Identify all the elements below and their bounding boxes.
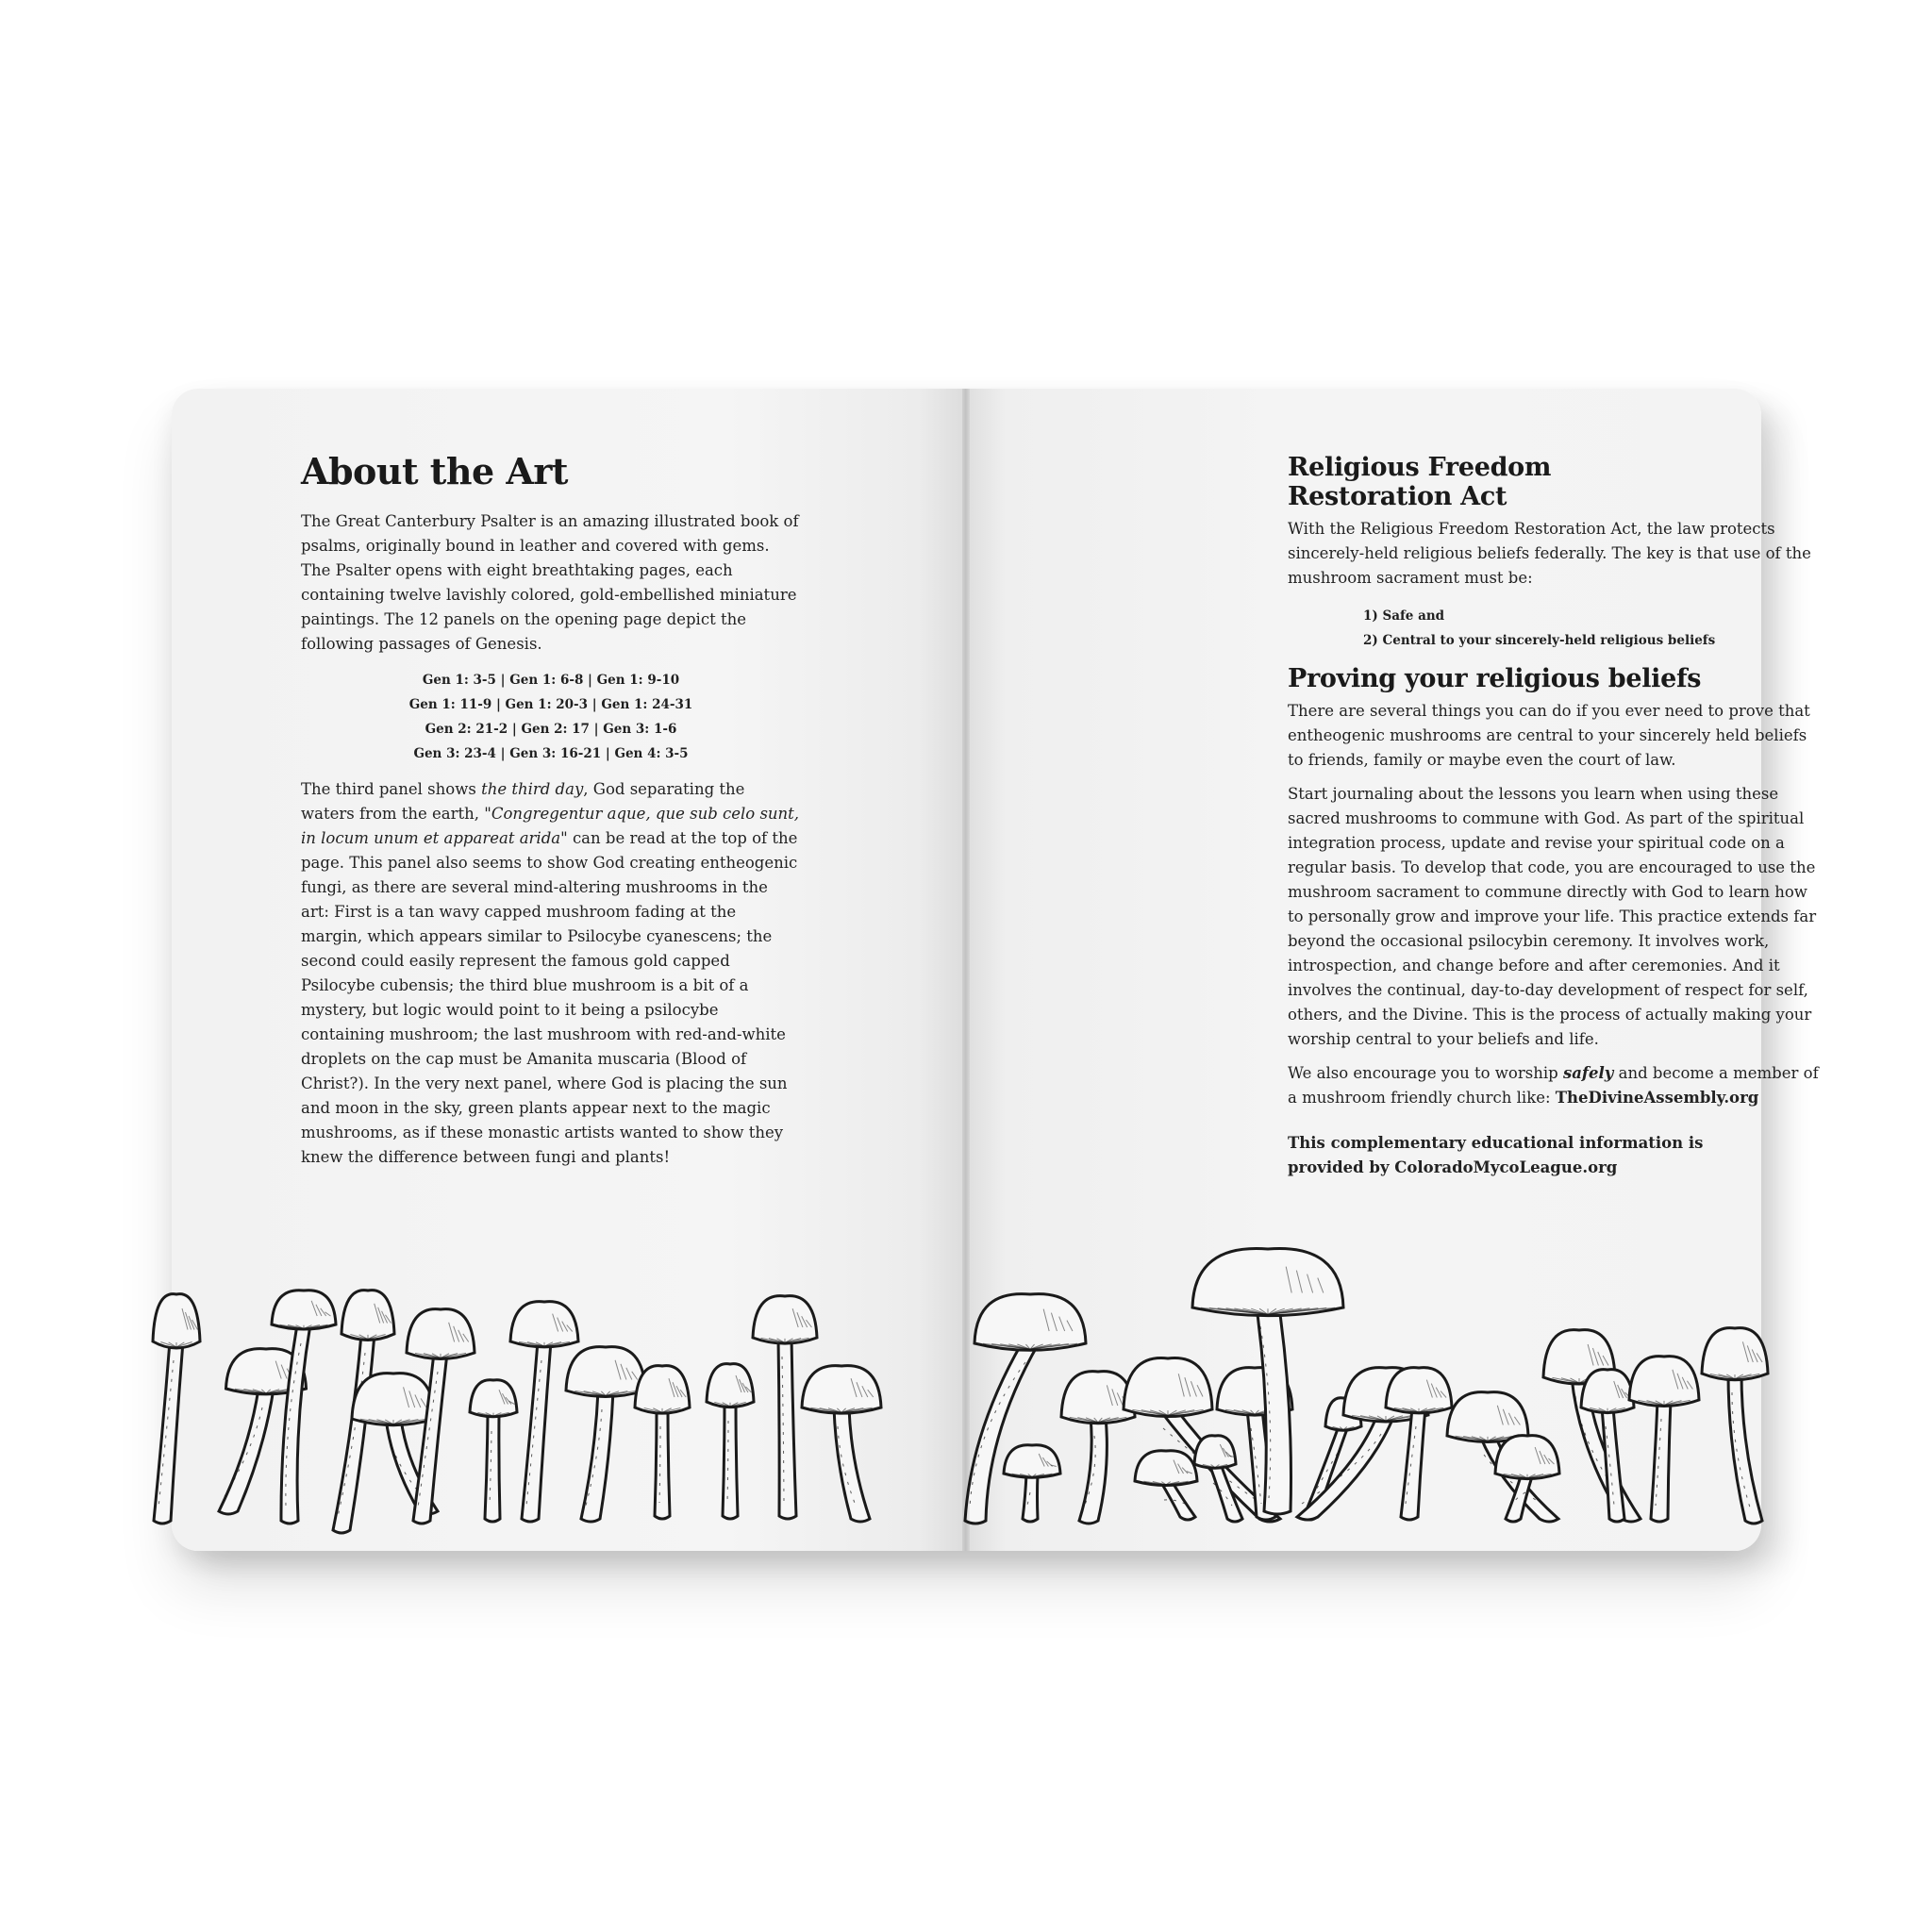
mushroom-drawing bbox=[1135, 1451, 1197, 1520]
requirement-item: 1) Safe and bbox=[1363, 608, 1445, 624]
body-text: , God separating the waters from the earth, " bbox=[301, 780, 745, 823]
open-booklet bbox=[172, 389, 1819, 1551]
page-title: About the Art bbox=[301, 450, 568, 492]
left-page bbox=[172, 389, 966, 1551]
mushroom-drawing bbox=[1543, 1330, 1641, 1522]
mushroom-drawing bbox=[802, 1366, 881, 1522]
rfra-paragraph: With the Religious Freedom Restoration Act, the law protects sincerely-held religious beliefs federally. The key is that use of the mushroom sacrament must be: bbox=[1288, 520, 1811, 587]
footer-line: provided by ColoradoMycoLeague.org bbox=[1288, 1158, 1618, 1176]
right-page bbox=[966, 389, 1819, 1551]
requirement-item: 2) Central to your sincerely-held religious beliefs bbox=[1363, 633, 1716, 648]
mushroom-drawing bbox=[1702, 1328, 1768, 1524]
church-link: TheDivineAssembly.org bbox=[1555, 1089, 1759, 1107]
mushroom-drawing bbox=[566, 1347, 645, 1522]
mushroom-drawing bbox=[1386, 1368, 1452, 1520]
mushroom-drawing bbox=[635, 1366, 690, 1519]
section-subtitle: Proving your religious beliefs bbox=[1288, 664, 1702, 693]
mushroom-drawing bbox=[470, 1380, 517, 1522]
mushroom-border-illustration bbox=[172, 389, 966, 1551]
reference-line: Gen 3: 23-4 | Gen 3: 16-21 | Gen 4: 3-5 bbox=[413, 746, 689, 761]
title-line: Restoration Act bbox=[1288, 482, 1507, 511]
emphasis-safely: safely bbox=[1562, 1064, 1614, 1082]
journaling-paragraph: Start journaling about the lessons you learn when using these sacred mushrooms to commune with God. As part of the spiritual integration process, update and revise your spiritual code on a regular basis. To develop that code, you are encouraged to use the mushroom sacrament to commune directly with God to learn how to personally grow and improve your life. This practice extends far beyond the occasional psilocybin ceremony. It involves work, introspection, and change before and after ceremonies. And it involves the continual, day-to-day development of respect for self, others, and the Divine. This is the process of actually making your worship central to your beliefs and life. bbox=[1288, 785, 1817, 1048]
mushroom-drawing bbox=[707, 1364, 754, 1519]
mushroom-drawing bbox=[272, 1291, 336, 1524]
body-text: We also encourage you to worship bbox=[1288, 1064, 1563, 1082]
body-text: The third panel shows bbox=[301, 780, 482, 798]
latin-quote: Congregentur aque, que sub celo sunt, in locum unum et appareat arida bbox=[301, 805, 800, 847]
body-text: " can be read at the top of the page. This panel also seems to show God creating entheogenic fungi, as there are several mind-altering mushrooms in the art: First is a tan wavy capped mushroom fading at the margin, which appears similar to Psilocybe cyanescens; the second could easily represent the famous gold capped Psilocybe cubensis; the third blue mushroom is a bit of a mystery, but logic would point to it being a psilocybe containing mushroom; the last mushroom with red-and-white droplets on the cap must be Amanita muscaria (Blood of Christ?). In the very next panel, where God is placing the sun and moon in the sky, green plants appear next to the magic mushrooms, as if these monastic artists wanted to show they knew the difference between fungi and plants! bbox=[301, 829, 798, 1166]
title-line: Religious Freedom bbox=[1288, 453, 1552, 482]
mushroom-border-illustration bbox=[966, 389, 1761, 1551]
mushroom-drawing bbox=[510, 1302, 578, 1522]
reference-line: Gen 2: 21-2 | Gen 2: 17 | Gen 3: 1-6 bbox=[425, 722, 677, 737]
footer-line: This complementary educational information is bbox=[1288, 1134, 1704, 1152]
mushroom-drawing bbox=[153, 1294, 200, 1524]
mushroom-drawing bbox=[1629, 1357, 1699, 1522]
reference-line: Gen 1: 11-9 | Gen 1: 20-3 | Gen 1: 24-31 bbox=[408, 697, 693, 712]
body-italic: the third day bbox=[481, 780, 584, 798]
mushroom-drawing bbox=[1004, 1445, 1060, 1522]
reference-line: Gen 1: 3-5 | Gen 1: 6-8 | Gen 1: 9-10 bbox=[422, 673, 680, 688]
proving-paragraph: There are several things you can do if you ever need to prove that entheogenic mushrooms are central to your sincerely held beliefs to friends, family or maybe even the court of law. bbox=[1288, 702, 1810, 769]
intro-paragraph: The Great Canterbury Psalter is an amazing illustrated book of psalms, originally bound in leather and covered with gems. The Psalter opens with eight breathtaking pages, each containing twelve lavishly colored, gold-embellished miniature paintings. The 12 panels on the opening page depict the following passages of Genesis. bbox=[301, 512, 799, 653]
body-text: and become a member of a mushroom friendly church like: bbox=[1288, 1064, 1819, 1107]
book-gutter bbox=[962, 389, 970, 1551]
